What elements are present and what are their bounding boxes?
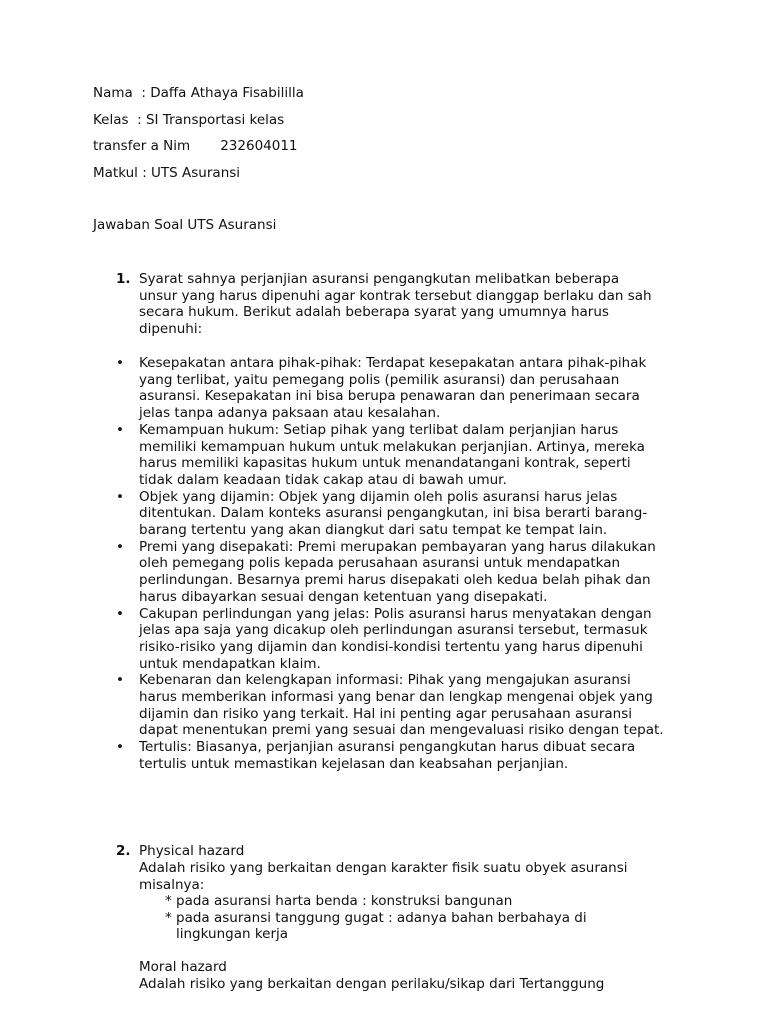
q1-number: 1. (116, 271, 131, 287)
q2-physical-title: Physical hazard (139, 843, 245, 859)
bullet-icon: • (116, 672, 124, 689)
list-item-text: Tertulis: Biasanya, perjanjian asuransi pengangkutan harus dibuat secara tertulis untuk memastikan kejelasan dan keabsahan perjanjian. (139, 739, 636, 772)
list-item-text: Kebenaran dan kelengkapan informasi: Pihak yang mengajukan asuransi harus memberikan informasi yang benar dan lengkap mengenai objek yang dijamin dan risiko yang terkait. Hal ini penting agar perusahaan asuransi dapat menentukan premi yang sesuai dan mengevaluasi risiko dengan tepat. (139, 672, 664, 739)
q1-bullet-list (116, 355, 676, 773)
list-item (116, 672, 676, 739)
bullet-icon: • (116, 605, 124, 622)
list-item (116, 606, 676, 673)
list-item (116, 355, 676, 422)
list-item-text: pada asuransi harta benda : konstruksi bangunan (176, 893, 513, 909)
list-item-text: Kemampuan hukum: Setiap pihak yang terlibat dalam perjanjian harus memiliki kemampuan hukum untuk melakukan perjanjian. Artinya, mereka harus memiliki kapasitas hukum untuk menandatangani kontrak, seperti tidak dalam keadaan tidak cakap atau di bawah umur. (139, 421, 645, 488)
list-item-text: Premi yang disepakati: Premi merupakan pembayaran yang harus dilakukan oleh pemegang polis kepada perusahaan asuransi untuk mendapatkan perlindungan. Besarnya premi harus disepakati oleh kedua belah pihak dan harus dibayarkan sesuai dengan ketentuan yang disepakati. (139, 538, 656, 605)
bullet-icon: • (116, 421, 124, 438)
bullet-icon: • (116, 488, 124, 505)
q2-moral-desc: Adalah risiko yang berkaitan dengan perilaku/sikap dari Tertanggung (139, 976, 605, 992)
list-item-text: pada asuransi tanggung gugat : adanya bahan berbahaya di lingkungan kerja (176, 909, 587, 943)
list-item-text: Objek yang dijamin: Objek yang dijamin oleh polis asuransi harus jelas ditentukan. Dalam konteks asuransi pengangkutan, ini bisa berarti barang-barang tertentu yang akan diangkut dari satu tempat ke tempat lain. (139, 488, 648, 539)
document-title: Jawaban Soal UTS Asuransi (93, 217, 277, 233)
asterisk-icon: * (165, 909, 172, 926)
header-transfer-nim: transfer a Nim 232604011 (93, 138, 298, 154)
list-item-text: Cakupan perlindungan yang jelas: Polis asuransi harus menyatakan dengan jelas apa saja yang dicakup oleh perlindungan asuransi tersebut, termasuk risiko-risiko yang dijamin dan kondisi-kondisi tertentu yang harus dipenuhi untuk mendapatkan klaim. (139, 605, 652, 672)
q2-physical-desc: Adalah risiko yang berkaitan dengan karakter fisik suatu obyek asuransi misalnya: (139, 860, 628, 893)
list-item (165, 893, 625, 910)
list-item-text: Kesepakatan antara pihak-pihak: Terdapat kesepakatan antara pihak-pihak yang terlibat, yaitu pemegang polis (pemilik asuransi) dan perusahaan asuransi. Kesepakatan ini bisa berupa penawaran dan penerimaan secara jelas tanpa adanya paksaan atau kesalahan. (139, 355, 647, 422)
q1-intro: Syarat sahnya perjanjian asuransi pengangkutan melibatkan beberapa unsur yang harus dipenuhi agar kontrak tersebut dianggap berlaku dan sah secara hukum. Berikut adalah beberapa syarat yang umumnya harus dipenuhi: (139, 271, 652, 338)
bullet-icon: • (116, 739, 124, 756)
q2-moral-title: Moral hazard (139, 959, 227, 975)
header-nama: Nama : Daffa Athaya Fisabililla (93, 85, 304, 101)
bullet-icon: • (116, 538, 124, 555)
header-kelas: Kelas : SI Transportasi kelas (93, 112, 285, 128)
q2-sub-list (165, 893, 625, 943)
bullet-icon: • (116, 355, 124, 371)
list-item (165, 910, 625, 943)
header-matkul: Matkul : UTS Asuransi (93, 165, 241, 181)
q2-number: 2. (116, 843, 131, 859)
list-item (116, 739, 676, 772)
asterisk-icon: * (165, 893, 172, 909)
list-item (116, 489, 676, 539)
list-item (116, 539, 676, 606)
list-item (116, 422, 676, 489)
